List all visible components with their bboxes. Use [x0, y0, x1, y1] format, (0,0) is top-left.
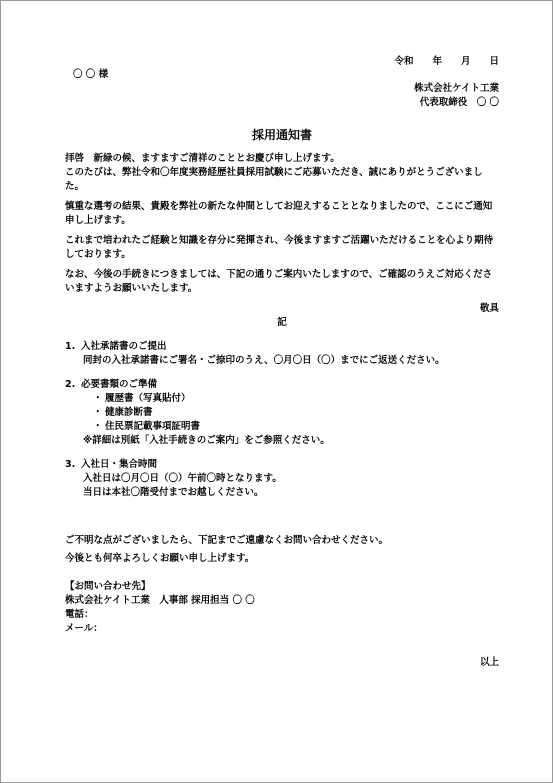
recipient-name: 〇 〇 様	[73, 69, 109, 80]
document-title: 採用通知書	[251, 128, 312, 142]
item-title: 必要書類のご準備	[81, 379, 158, 390]
footer-closing-line: 今後とも何卒よろしくお願い申し上げます。	[65, 553, 255, 564]
thanks-line: このたびは、弊社令和〇年度実務経歴社員採用試験にご応募いただき、誠にありがとうございました。	[65, 167, 483, 192]
item-2-heading	[65, 378, 499, 392]
item-number: 3.	[65, 459, 76, 470]
paragraph-greeting	[65, 152, 499, 194]
ki-heading: 記	[277, 317, 287, 328]
contact-phone: 電話：	[65, 609, 94, 620]
sender-representative: 代表取締役 〇 〇	[419, 97, 499, 108]
sender-company: 株式会社ケイト工業	[414, 83, 499, 94]
item-1-heading	[65, 340, 499, 354]
keigu: 敬具	[479, 303, 499, 314]
contact-department: 株式会社ケイト工業 人事部 採用担当 〇 〇	[65, 595, 255, 606]
spacer	[65, 500, 499, 534]
paragraph-procedure: なお、今後の手続きにつきましては、下記の通りご案内いたしますので、ご確認のうえご対応くださいますようお願いいたします。	[65, 269, 493, 294]
list-item: ・ 健康診断書	[93, 407, 153, 418]
greeting-line: 拝啓 新緑の候、ますますご清祥のこととお慶び申し上げます。	[65, 153, 340, 164]
item-title: 入社承諾書のご提出	[81, 341, 167, 352]
item-3-line: 当日は本社〇階受付までお越しください。	[83, 487, 264, 498]
item-1-line: 同封の入社承諾書にご署名・ご捺印のうえ、〇月〇日（〇）までにご返送ください。	[83, 355, 445, 366]
list-item: ・ 履歴書（写真貼付）	[93, 393, 191, 404]
paragraph-selection: 慎重な選考の結果、貴殿を弊社の新たな仲間としてお迎えすることとなりましたので、ここにご通知申し上げます。	[65, 201, 493, 226]
footer-inquiry-line: ご不明な点がございましたら、下記までご遠慮なくお問い合わせください。	[65, 535, 389, 546]
contact-heading: 【お問い合わせ先】	[65, 581, 151, 592]
date-line: 令和 年 月 日	[394, 56, 499, 67]
document-body	[65, 55, 499, 670]
contact-email: メール：	[65, 623, 103, 634]
item-3-line: 入社日は〇月〇日（〇）午前〇時となります。	[83, 473, 282, 484]
paragraph-expectation: これまで培われたご経験と知識を存分に発揮され、今後ますますご活躍いただけることを心より期待しております。	[65, 235, 494, 260]
item-3-heading	[65, 458, 499, 472]
item-2-note: ※詳細は別紙「入社手続きのご案内」をご参照ください。	[83, 435, 330, 446]
list-item: ・ 住民票記載事項証明書	[93, 421, 201, 432]
ijo: 以上	[479, 657, 499, 668]
item-number: 1.	[65, 341, 76, 352]
item-number: 2.	[65, 379, 76, 390]
item-title: 入社日・集合時間	[81, 459, 158, 470]
